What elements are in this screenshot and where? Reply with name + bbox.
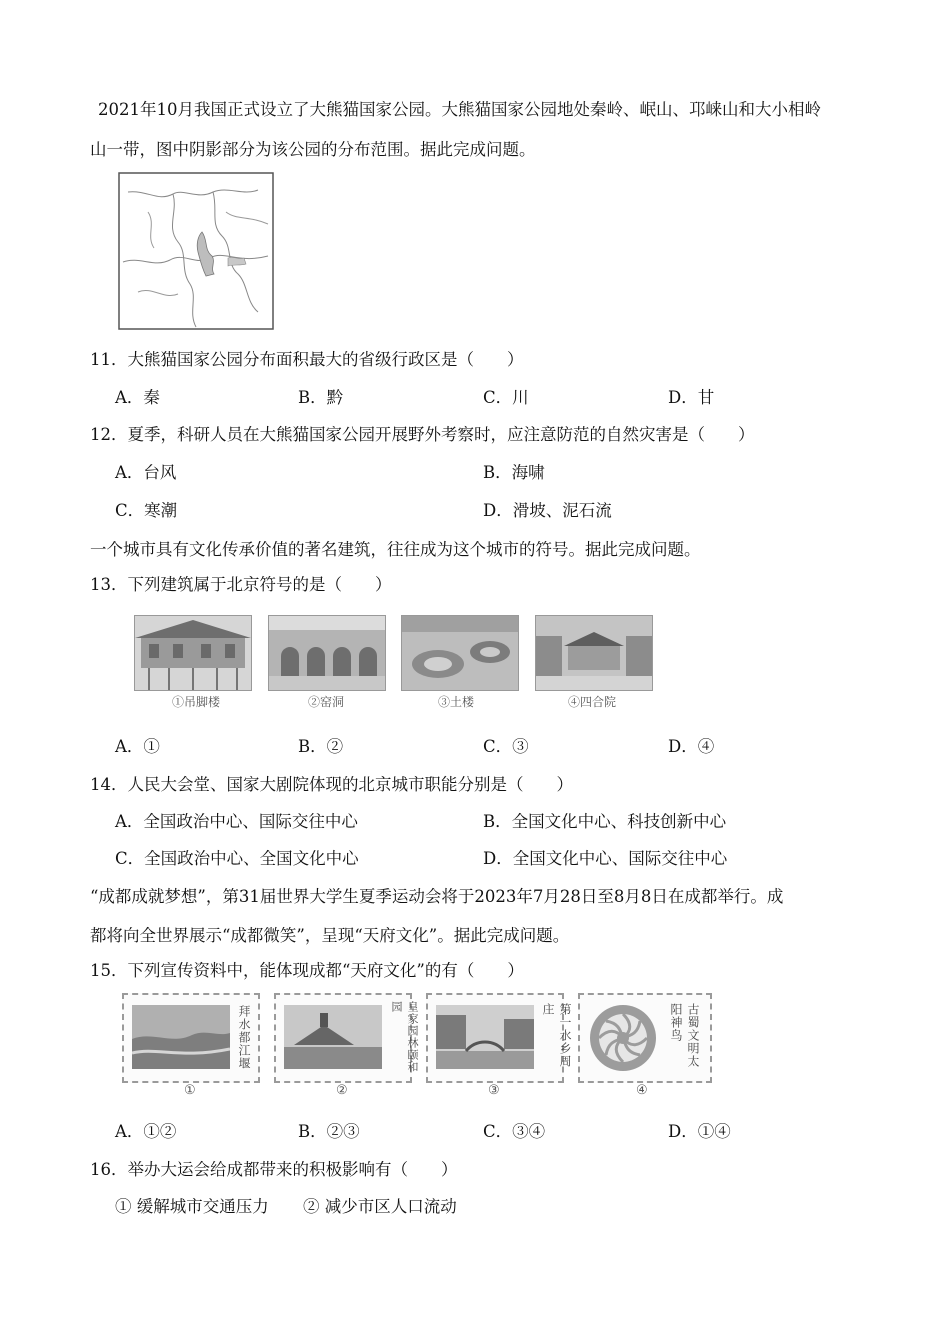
q11-option-c[interactable]: C．川 [483,388,529,407]
q13-option-a[interactable]: A．① [115,737,160,756]
stamp-2-text: 皇家园林颐和园 [390,1001,419,1073]
stamp-1-text: 拜水都江堰 [237,1005,251,1070]
q14-option-c[interactable]: C．全国政治中心、全国文化中心 [115,849,359,868]
q12-option-d[interactable]: D．滑坡、泥石流 [483,501,612,520]
stamp-dujiangyan [122,993,260,1083]
q16-item-2: ② 减少市区人口流动 [303,1197,457,1216]
question-15-stem: 15．下列宣传资料中，能体现成都“天府文化”的有（ ） [90,961,524,980]
q14-option-b[interactable]: B．全国文化中心、科技创新中心 [483,812,727,831]
photo-siheyuan [535,615,653,691]
q15-option-d[interactable]: D．①④ [668,1122,731,1141]
stamp-2-number: ② [336,1083,348,1098]
stamp-3-number: ③ [488,1083,500,1098]
stamp-1-image [132,1005,230,1069]
caption-photo-4: ④四合院 [568,695,617,709]
caption-photo-2: ②窑洞 [308,695,345,709]
q16-item-1: ① 缓解城市交通压力 [115,1197,269,1216]
photo-diaojiaolou [134,615,252,691]
q11-option-b[interactable]: B．黔 [298,388,344,407]
q15-option-b[interactable]: B．②③ [298,1122,360,1141]
q14-option-a[interactable]: A．全国政治中心、国际交往中心 [115,812,358,831]
question-14-stem: 14．人民大会堂、国家大剧院体现的北京城市职能分别是（ ） [90,775,573,794]
question-12-stem: 12．夏季，科研人员在大熊猫国家公园开展野外考察时，应注意防范的自然灾害是（ ） [90,425,755,444]
intro-3-line-1: “成都成就梦想”，第31届世界大学生夏季运动会将于2023年7月28日至8月8日在成都举行。成 [90,887,784,906]
intro-3-line-2: 都将向全世界展示“成都微笑”，呈现“天府文化”。据此完成问题。 [90,926,570,945]
map-drawing [118,172,274,330]
photo-yaodong [268,615,386,691]
stamp-sunbird [578,993,712,1083]
intro-2-line-1: 一个城市具有文化传承价值的著名建筑，往往成为这个城市的符号。据此完成问题。 [90,540,701,559]
stamp-1-number: ① [184,1083,196,1098]
q13-option-c[interactable]: C．③ [483,737,529,756]
photo-tulou [401,615,519,691]
question-11-stem: 11．大熊猫国家公园分布面积最大的省级行政区是（ ） [90,350,524,369]
caption-photo-1: ①吊脚楼 [172,695,221,709]
intro-paragraph-line-2: 山一带，图中阴影部分为该公园的分布范围。据此完成问题。 [90,140,536,159]
stamp-4-number: ④ [636,1083,648,1098]
q12-option-a[interactable]: A．台风 [115,463,177,482]
intro-paragraph-line-1: 2021年10月我国正式设立了大熊猫国家公园。大熊猫国家公园地处秦岭、岷山、邛崃山和大小相岭 [98,100,821,119]
q13-option-d[interactable]: D．④ [668,737,715,756]
stamp-3-image [436,1005,534,1069]
sun-bird-icon [588,1003,658,1073]
stamp-4-text: 古蜀文明太阳神鸟 [669,1003,700,1068]
stamp-3-text: 第一水乡周庄 [541,1003,572,1068]
q11-option-a[interactable]: A．秦 [115,388,160,407]
question-16-stem: 16．举办大运会给成都带来的积极影响有（ ） [90,1160,458,1179]
caption-photo-3: ③土楼 [438,695,475,709]
stamp-zhouzhuang [426,993,572,1083]
q11-option-d[interactable]: D．甘 [668,388,715,407]
q12-option-c[interactable]: C．寒潮 [115,501,178,520]
panda-park-map [118,172,274,330]
q14-option-d[interactable]: D．全国文化中心、国际交往中心 [483,849,728,868]
q15-option-c[interactable]: C．③④ [483,1122,546,1141]
stamp-2-image [284,1005,382,1069]
q15-option-a[interactable]: A．①② [115,1122,177,1141]
q12-option-b[interactable]: B．海啸 [483,463,545,482]
stamp-yiheyuan [274,993,419,1083]
q13-option-b[interactable]: B．② [298,737,344,756]
question-13-stem: 13．下列建筑属于北京符号的是（ ） [90,575,392,594]
